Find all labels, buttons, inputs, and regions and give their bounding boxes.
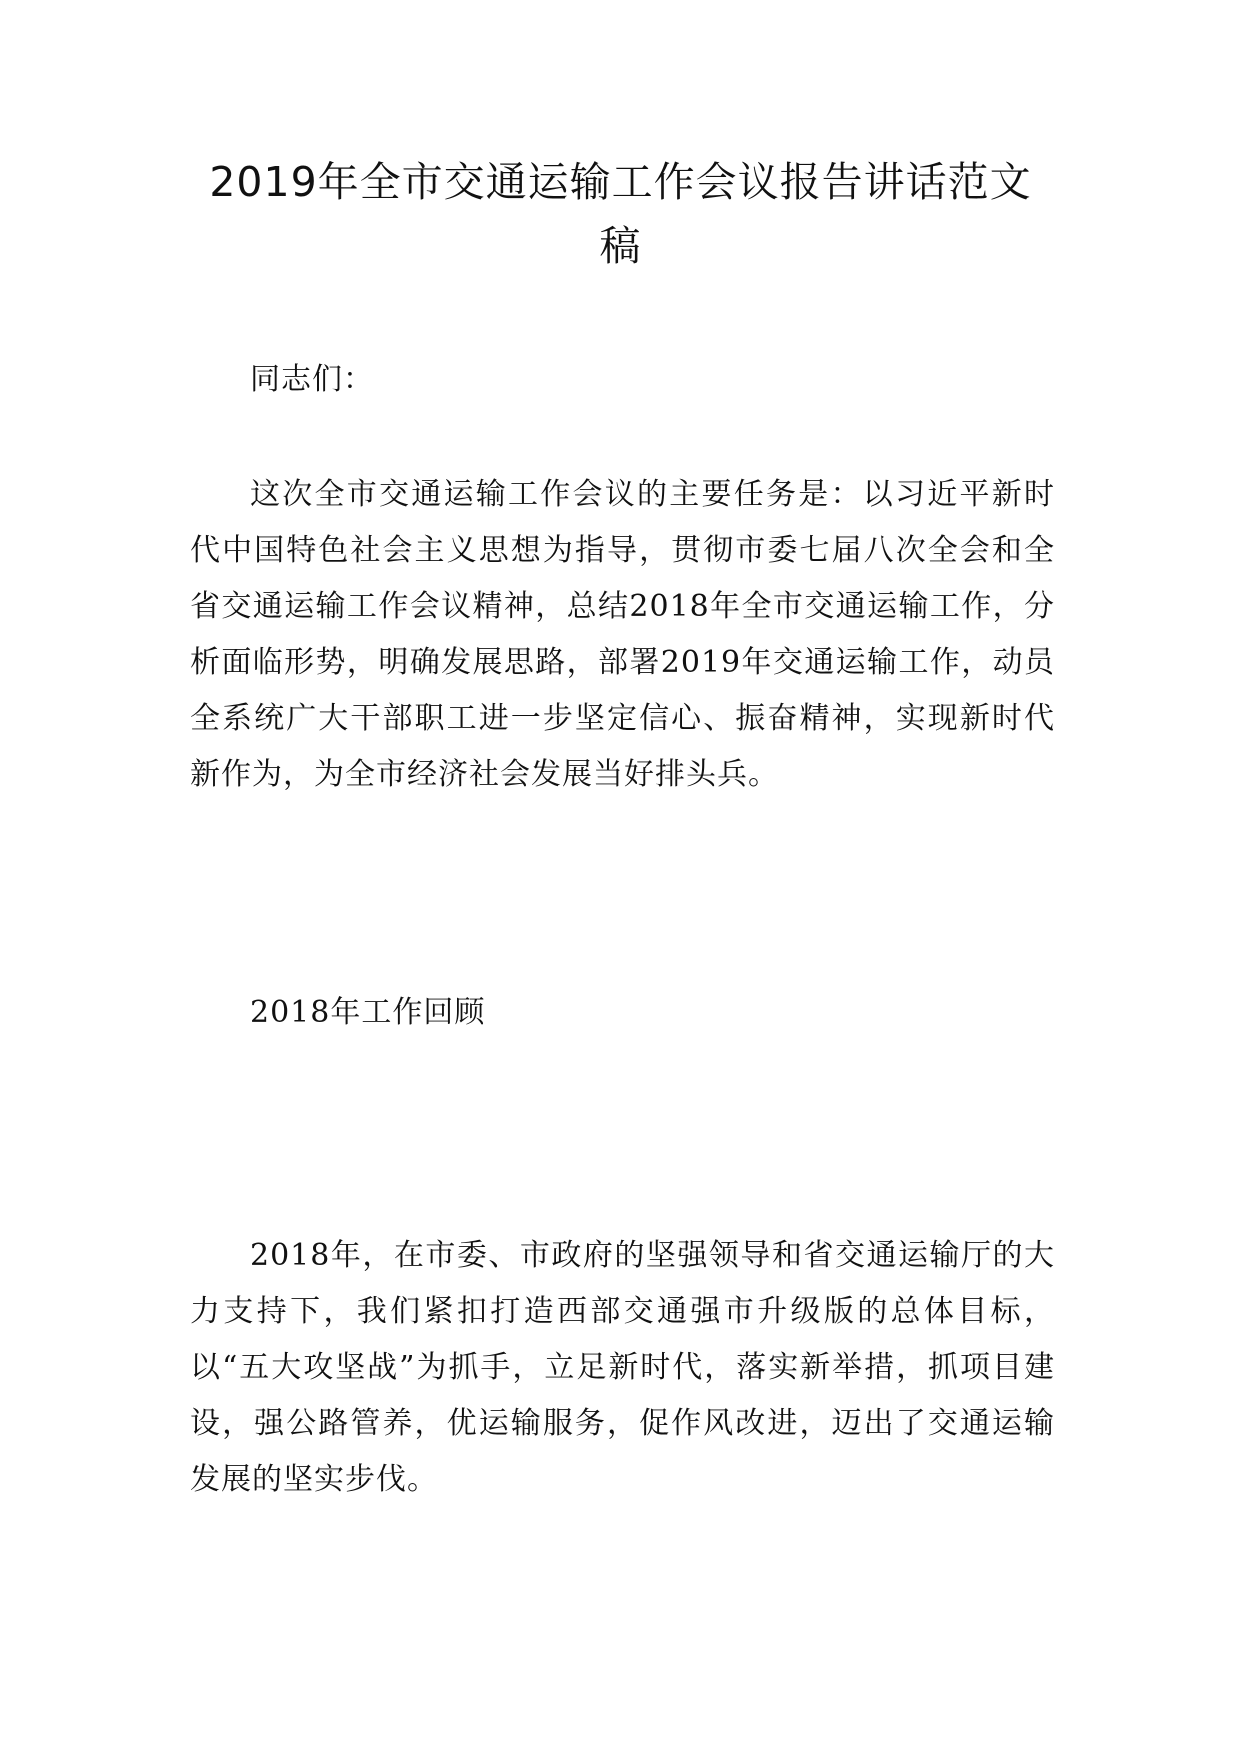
intro-paragraph: 这次全市交通运输工作会议的主要任务是：以习近平新时代中国特色社会主义思想为指导，贯彻市委七届八次全会和全省交通运输工作会议精神，总结2018年全市交通运输工作，分析面临形势，明确发展思路，部署2019年交通运输工作，动员全系统广大干部职工进一步坚定信心、振奋精神，实现新时代新作为，为全市经济社会发展当好排头兵。	[190, 477, 1055, 792]
document-title: 2019年全市交通运输工作会议报告讲话范文稿	[209, 158, 1032, 270]
salutation: 同志们：	[250, 362, 374, 397]
review-paragraph: 2018年，在市委、市政府的坚强领导和省交通运输厅的大力支持下，我们紧扣打造西部交通强市升级版的总体目标，以“五大攻坚战”为抓手，立足新时代，落实新举措，抓项目建设，强公路管养，优运输服务，促作风改进，迈出了交通运输发展的坚实步伐。	[190, 1238, 1055, 1497]
section-heading: 2018年工作回顾	[250, 995, 486, 1030]
